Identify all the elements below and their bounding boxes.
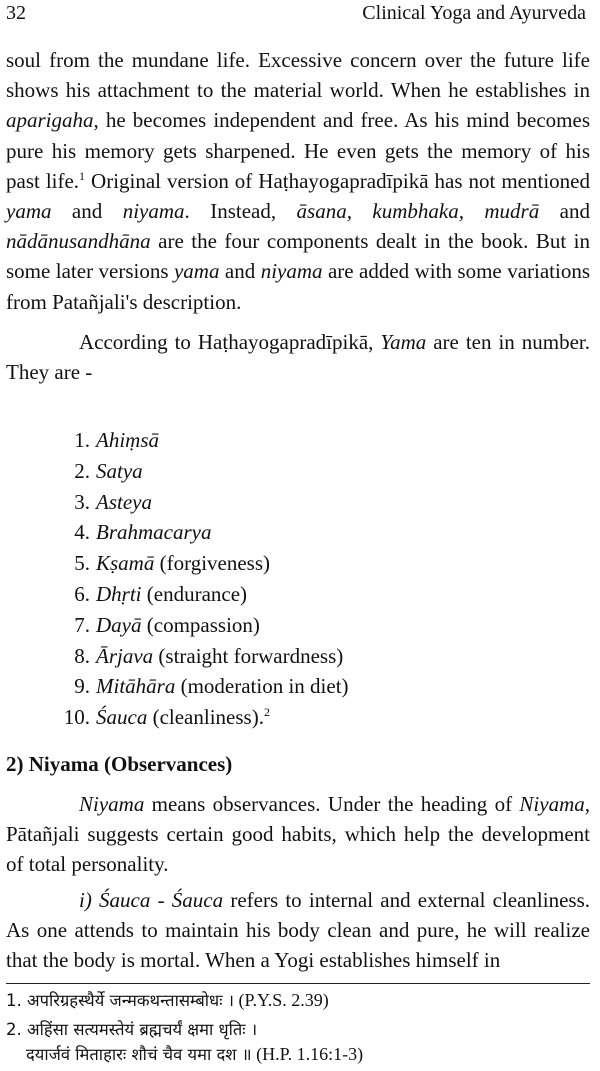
footnote-sanskrit: अपरिग्रहस्थैर्ये जन्मकथन्तासम्बोधः । (27, 991, 235, 1010)
list-number: 1. (74, 428, 90, 452)
text-run: According to Haṭhayogapradīpikā, (79, 330, 381, 354)
paragraph-text (6, 45, 590, 317)
text-run: are added with some variations from Patañjali's description. (6, 259, 590, 314)
term-yama: yama (6, 199, 52, 224)
term-yama: Yama (380, 330, 427, 354)
list-item (6, 671, 349, 702)
footnote-sanskrit: अहिंसा सत्यमस्तेयं ब्रह्मचर्यं क्षमा धृतिः । (27, 1020, 258, 1039)
text-run: , he becomes independent and free. As his mind becomes pure his memory gets sharpened. He even gets the memory of his past life. (6, 108, 590, 193)
paragraph-niyama (6, 789, 590, 975)
yama-gloss: (endurance) (141, 581, 248, 606)
footnote-line (6, 1018, 590, 1042)
list-item (6, 610, 349, 641)
term-nadanusandhana: nādānusandhāna (6, 229, 151, 254)
term-sauca: Śauca (171, 887, 224, 912)
yama-term: Kṣamā (96, 551, 155, 576)
list-number: 2. (74, 458, 90, 483)
running-title: Clinical Yoga and Ayurveda (362, 2, 586, 24)
yama-gloss: (forgiveness) (154, 551, 271, 576)
yama-term: Dayā (96, 612, 142, 637)
list-item (6, 702, 349, 733)
list-item (6, 517, 349, 548)
term-niyama: niyama (122, 199, 185, 224)
yama-gloss: (cleanliness). (147, 705, 264, 730)
term-yama: yama (173, 259, 220, 284)
footnote-sanskrit: दयार्जवं मिताहारः शौचं चैव यमा दश ॥ (26, 1045, 252, 1064)
text-run: soul from the mundane life. Excessive concern over the future life shows his attachment to the material world. When he establishes in (6, 48, 590, 103)
yama-gloss: (moderation in diet) (175, 674, 349, 699)
yama-list (6, 425, 349, 733)
list-item (6, 641, 349, 672)
text-run: and (539, 199, 590, 224)
list-number: 8. (74, 643, 90, 668)
footnote-number: 2. (6, 1020, 22, 1039)
list-number: 5. (74, 551, 90, 576)
page-header (6, 2, 586, 28)
list-item (6, 548, 349, 579)
footnote-marker-1: 1 (79, 168, 86, 183)
footnote-2 (6, 1018, 590, 1067)
list-item (6, 456, 349, 487)
yama-term: Satya (96, 458, 143, 483)
list-item (6, 579, 349, 610)
page-number: 32 (6, 2, 26, 24)
list-number: 3. (74, 489, 90, 514)
yama-term: Śauca (96, 705, 148, 730)
yama-term: Ārjava (96, 643, 154, 668)
text-run: are ten in number. They are - (6, 330, 590, 385)
section-heading: 2) Niyama (Observances) (6, 752, 233, 776)
list-item (6, 425, 349, 456)
paragraph-yama-intro (6, 327, 590, 387)
term-niyama: Niyama (79, 792, 145, 816)
footnote-marker-2: 2 (263, 705, 270, 720)
yama-gloss: (straight forwardness) (153, 643, 344, 668)
list-number: 9. (74, 674, 90, 699)
list-number: 6. (74, 581, 90, 606)
text-run: Pātañjali suggests certain good habits, which help the development of total personality. (6, 822, 590, 877)
text-run: refers to internal and external cleanliness. As one attends to maintain his body clean and pure, he will realize that the body is mortal. When a Yogi establishes himself in (6, 887, 590, 973)
term-asana-list: āsana, kumbhaka, mudrā (296, 199, 540, 224)
footnote-1 (6, 988, 590, 1013)
text-run: are the four components dealt in the book. But in some later versions (6, 229, 590, 284)
paragraph-text (6, 789, 590, 880)
yama-term: Asteya (96, 489, 152, 514)
yama-term: Ahiṃsā (96, 428, 159, 452)
yama-term: Dhṛti (96, 581, 142, 606)
text-run: . Instead, (184, 199, 297, 224)
footnote-number: 1. (6, 991, 22, 1010)
footnote-citation: (H.P. 1.16:1-3) (251, 1044, 364, 1064)
subheading-sauca: i) Śauca - (79, 887, 172, 912)
footnote-line (6, 1042, 590, 1067)
term-niyama: Niyama, (519, 792, 590, 816)
list-number: 7. (74, 612, 90, 637)
paragraph-aparigraha (6, 45, 590, 317)
yama-gloss: (compassion) (141, 612, 260, 637)
list-item (6, 487, 349, 518)
yama-term: Brahmacarya (96, 520, 212, 545)
text-run: means observances. Under the heading of (144, 792, 520, 816)
text-run: Original version of Haṭhayogapradīpikā has not mentioned (85, 168, 590, 193)
list-number: 4. (74, 520, 90, 545)
paragraph-sauca (6, 885, 590, 976)
footnote-citation: (P.Y.S. 2.39) (234, 990, 329, 1010)
list-number: 10. (63, 705, 90, 730)
paragraph-text (6, 327, 590, 387)
yama-term: Mitāhāra (96, 674, 176, 699)
term-niyama: niyama (260, 259, 323, 284)
text-run: and (51, 199, 123, 224)
term-aparigaha: aparigaha (6, 108, 94, 133)
text-run: and (219, 259, 261, 284)
footnote-divider (6, 983, 590, 984)
